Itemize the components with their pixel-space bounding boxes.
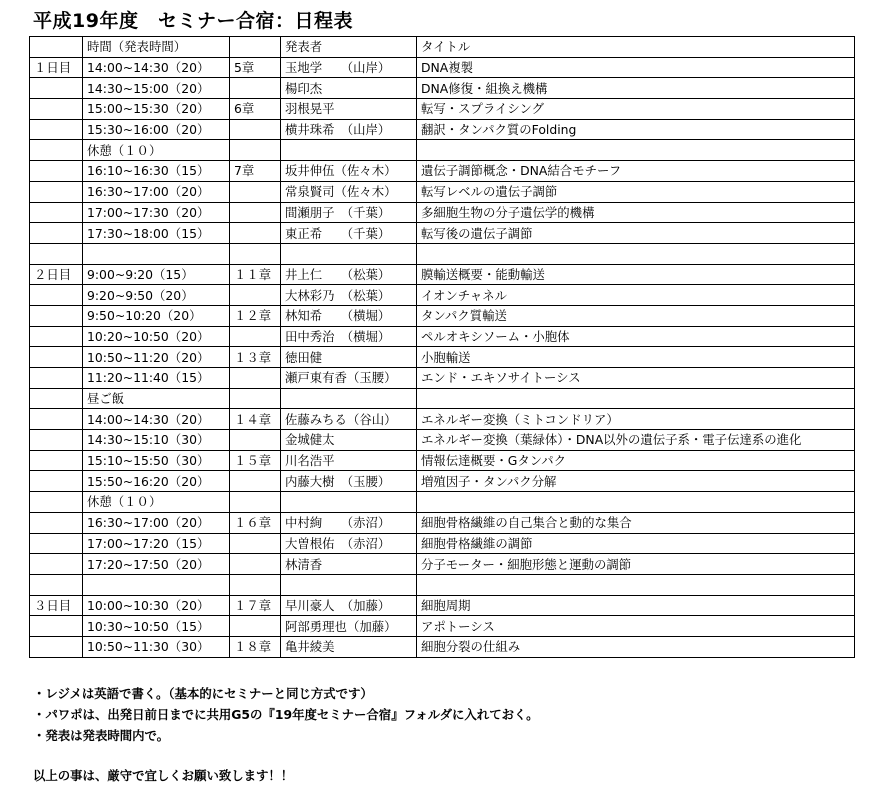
note-item: ・発表は発表時間内で。 [33,728,170,743]
table-row [30,347,855,368]
table-row [30,161,855,182]
table-row [30,119,855,140]
note-item: ・パワポは、出発日前日までに共用G5の『19年度セミナー合宿』フォルダに入れておく。 [33,707,539,722]
chapter-cell [230,78,281,99]
chapter-cell [230,368,281,389]
presenter-cell: 林知希 （横堀） [281,305,417,326]
table-row [30,223,855,244]
title-cell: 細胞骨格繊維の自己集合と動的な集合 [417,512,855,533]
presenter-cell: 内藤大樹 （玉腰） [281,471,417,492]
day-cell [30,574,83,595]
presenter-cell: 羽根晃平 [281,99,417,120]
time-cell: 17:00~17:20（15） [83,533,230,554]
chapter-cell: １２章 [230,305,281,326]
time-cell [83,574,230,595]
chapter-cell: １８章 [230,636,281,657]
chapter-cell: １４章 [230,409,281,430]
presenter-cell: 大林彩乃 （松葉） [281,285,417,306]
chapter-cell [230,140,281,161]
day-cell [30,326,83,347]
time-cell: 休憩（１０） [83,140,230,161]
chapter-cell: 5章 [230,57,281,78]
table-row [30,512,855,533]
time-cell: 9:00~9:20（15） [83,264,230,285]
day-cell [30,533,83,554]
presenter-cell: 林清香 [281,554,417,575]
notes-list [33,683,539,746]
presenter-cell: 亀井綾美 [281,636,417,657]
table-row [30,78,855,99]
closing-message: 以上の事は、厳守で宜しくお願い致します！！ [33,768,294,783]
time-cell: 15:00~15:30（20） [83,99,230,120]
presenter-cell [281,388,417,409]
time-cell [83,243,230,264]
title-cell: エネルギー変換（ミトコンドリア） [417,409,855,430]
table-row [30,616,855,637]
time-cell: 16:30~17:00（20） [83,512,230,533]
day-cell [30,368,83,389]
chapter-cell [230,616,281,637]
title-cell: エンド・エキソサイトーシス [417,368,855,389]
title-cell: 翻訳・タンパク質のFolding [417,119,855,140]
day-cell [30,554,83,575]
title-cell: 転写レベルの遺伝子調節 [417,181,855,202]
chapter-cell [230,223,281,244]
chapter-cell [230,243,281,264]
title-cell: 転写・スプライシング [417,99,855,120]
day-cell: ２日目 [30,264,83,285]
table-row [30,326,855,347]
header-cell [30,37,83,58]
header-cell: タイトル [417,37,855,58]
presenter-cell: 中村絢 （赤沼） [281,512,417,533]
time-cell: 11:20~11:40（15） [83,368,230,389]
day-cell [30,512,83,533]
title-cell: 多細胞生物の分子遺伝学的機構 [417,202,855,223]
chapter-cell [230,492,281,513]
title-cell: DNA複製 [417,57,855,78]
presenter-cell: 井上仁 （松葉） [281,264,417,285]
time-cell: 10:50~11:30（30） [83,636,230,657]
presenter-cell: 坂井伸伍（佐々木） [281,161,417,182]
day-cell [30,636,83,657]
day-cell [30,430,83,451]
day-cell [30,347,83,368]
chapter-cell [230,554,281,575]
chapter-cell [230,574,281,595]
table-row [30,140,855,161]
presenter-cell: 阿部勇理也（加藤） [281,616,417,637]
day-cell [30,285,83,306]
title-cell: 細胞周期 [417,595,855,616]
chapter-cell [230,119,281,140]
day-cell [30,409,83,430]
day-cell [30,471,83,492]
presenter-cell: 玉地学 （山岸） [281,57,417,78]
time-cell: 10:20~10:50（20） [83,326,230,347]
title-cell: 転写後の遺伝子調節 [417,223,855,244]
table-row [30,388,855,409]
day-cell [30,450,83,471]
presenter-cell: 楊印杰 [281,78,417,99]
time-cell: 15:10~15:50（30） [83,450,230,471]
table-row [30,595,855,616]
presenter-cell [281,243,417,264]
chapter-cell: 7章 [230,161,281,182]
chapter-cell [230,181,281,202]
time-cell: 9:20~9:50（20） [83,285,230,306]
presenter-cell: 川名浩平 [281,450,417,471]
table-row [30,471,855,492]
day-cell [30,99,83,120]
title-cell [417,492,855,513]
day-cell [30,492,83,513]
day-cell [30,140,83,161]
header-row [30,37,855,58]
chapter-cell: １５章 [230,450,281,471]
day-cell [30,119,83,140]
presenter-cell: 常泉賢司（佐々木） [281,181,417,202]
title-cell: 遺伝子調節概念・DNA結合モチーフ [417,161,855,182]
day-cell [30,223,83,244]
table-row [30,450,855,471]
time-cell: 昼ご飯 [83,388,230,409]
day-cell [30,616,83,637]
day-cell [30,181,83,202]
time-cell: 10:50~11:20（20） [83,347,230,368]
chapter-cell [230,326,281,347]
time-cell: 15:50~16:20（20） [83,471,230,492]
presenter-cell: 田中秀治 （横堀） [281,326,417,347]
table-row [30,368,855,389]
presenter-cell: 早川豪人 （加藤） [281,595,417,616]
day-cell [30,305,83,326]
chapter-cell [230,471,281,492]
table-row [30,181,855,202]
title-cell [417,140,855,161]
chapter-cell [230,388,281,409]
time-cell: 17:30~18:00（15） [83,223,230,244]
note-item: ・レジメは英語で書く。（基本的にセミナーと同じ方式です） [33,686,373,701]
title-cell [417,243,855,264]
day-cell [30,78,83,99]
chapter-cell: 6章 [230,99,281,120]
day-cell [30,202,83,223]
header-cell [230,37,281,58]
title-cell: エネルギー変換（葉緑体）・DNA以外の遺伝子系・電子伝達系の進化 [417,430,855,451]
time-cell: 10:00~10:30（20） [83,595,230,616]
time-cell: 14:00~14:30（20） [83,57,230,78]
title-cell: タンパク質輸送 [417,305,855,326]
title-cell: 小胞輸送 [417,347,855,368]
day-cell: １日目 [30,57,83,78]
header-cell: 時間（発表時間） [83,37,230,58]
schedule-table [29,36,855,658]
chapter-cell [230,202,281,223]
time-cell: 14:30~15:10（30） [83,430,230,451]
time-cell: 16:30~17:00（20） [83,181,230,202]
presenter-cell: 佐藤みちる（谷山） [281,409,417,430]
time-cell: 17:20~17:50（20） [83,554,230,575]
time-cell: 14:30~15:00（20） [83,78,230,99]
title-cell [417,388,855,409]
chapter-cell: １１章 [230,264,281,285]
table-row [30,574,855,595]
time-cell: 17:00~17:30（20） [83,202,230,223]
table-row [30,305,855,326]
title-cell: DNA修復・組換え機構 [417,78,855,99]
presenter-cell [281,574,417,595]
day-cell [30,243,83,264]
table-row [30,430,855,451]
presenter-cell: 瀬戸東有香（玉腰） [281,368,417,389]
title-cell: アポトーシス [417,616,855,637]
chapter-cell [230,285,281,306]
presenter-cell: 横井珠希 （山岸） [281,119,417,140]
title-cell: 細胞分裂の仕組み [417,636,855,657]
title-cell: 分子モーター・細胞形態と運動の調節 [417,554,855,575]
presenter-cell: 東正希 （千葉） [281,223,417,244]
table-row [30,243,855,264]
time-cell: 14:00~14:30（20） [83,409,230,430]
time-cell: 10:30~10:50（15） [83,616,230,637]
table-row [30,533,855,554]
day-cell [30,161,83,182]
chapter-cell: １３章 [230,347,281,368]
time-cell: 16:10~16:30（15） [83,161,230,182]
title-cell: 細胞骨格繊維の調節 [417,533,855,554]
table-row [30,554,855,575]
presenter-cell: 金城健太 [281,430,417,451]
title-cell: 情報伝達概要・Gタンパク [417,450,855,471]
chapter-cell [230,533,281,554]
presenter-cell [281,140,417,161]
table-row [30,264,855,285]
presenter-cell: 大曽根佑 （赤沼） [281,533,417,554]
title-cell: 膜輸送概要・能動輸送 [417,264,855,285]
title-cell: 増殖因子・タンパク分解 [417,471,855,492]
time-cell: 9:50~10:20（20） [83,305,230,326]
day-cell [30,388,83,409]
table-row [30,57,855,78]
schedule-table-body [30,37,855,658]
table-row [30,409,855,430]
table-row [30,202,855,223]
header-cell: 発表者 [281,37,417,58]
time-cell: 休憩（１０） [83,492,230,513]
page-title: 平成19年度 セミナー合宿：日程表 [33,10,353,32]
table-row [30,492,855,513]
title-cell: ペルオキシソーム・小胞体 [417,326,855,347]
title-cell [417,574,855,595]
day-cell: ３日目 [30,595,83,616]
table-row [30,636,855,657]
chapter-cell: １７章 [230,595,281,616]
table-row [30,285,855,306]
table-row [30,99,855,120]
title-cell: イオンチャネル [417,285,855,306]
presenter-cell: 徳田健 [281,347,417,368]
chapter-cell [230,430,281,451]
presenter-cell [281,492,417,513]
time-cell: 15:30~16:00（20） [83,119,230,140]
presenter-cell: 間瀬朋子 （千葉） [281,202,417,223]
chapter-cell: １６章 [230,512,281,533]
